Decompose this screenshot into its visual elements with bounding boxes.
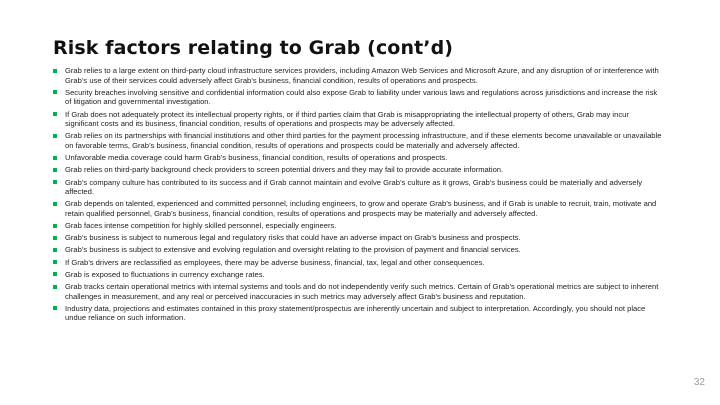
bullet-text: Unfavorable media coverage could harm Grab’s business, financial condition, results of operations and prospects. <box>65 153 448 163</box>
bullet-icon <box>53 202 57 206</box>
list-item <box>53 282 663 301</box>
bullet-text: Grab’s company culture has contributed to its success and if Grab cannot maintain and evolve Grab’s culture as it grows, Grab’s business could be materially and adversely affected. <box>65 177 642 197</box>
list-item <box>53 178 663 197</box>
bullet-icon <box>53 90 57 94</box>
list-item <box>53 153 663 163</box>
list-item <box>53 304 663 323</box>
list-item <box>53 66 663 85</box>
bullet-text: If Grab’s drivers are reclassified as employees, there may be adverse business, financial, tax, legal and other consequences. <box>65 257 485 267</box>
bullet-text: Grab depends on talented, experienced and committed personnel, including engineers, to grow and operate Grab’s business, and if Grab is unable to recruit, train, motivate and retain qualified personnel, Grab’s business, financial condition, results of operations and prospects may be materially and adversely affected. <box>65 199 657 218</box>
bullet-text: Grab relies on its partnerships with financial institutions and other third parties for the payment processing infrastructure, and if these elements become unavailable or unavailable on favorable terms, Grab’s business, financial condition, results of operations and prospects could be materially and adversely affected. <box>65 131 662 150</box>
bullet-text: Grab’s business is subject to extensive and evolving regulation and oversight relating to the provision of payment and financial services. <box>65 245 521 255</box>
bullet-icon <box>53 224 57 228</box>
bullet-text: Grab faces intense competition for highly skilled personnel, especially engineers. <box>65 221 337 231</box>
bullet-icon <box>53 180 57 184</box>
bullet-text: Grab tracks certain operational metrics with internal systems and tools and do not independently verify such metrics. Certain of Grab’s operational metrics are subject to inherent challenges in measurement, and any real or perceived inaccuracies in such metrics may adversely affect Grab’s business and reputation. <box>65 282 659 301</box>
bullet-text: Grab is exposed to fluctuations in currency exchange rates. <box>65 269 265 279</box>
bullet-icon <box>53 112 57 116</box>
list-item <box>53 165 663 175</box>
list-item <box>53 131 663 150</box>
list-item <box>53 88 663 107</box>
bullet-icon <box>53 285 57 289</box>
list-item <box>53 270 663 280</box>
bullet-icon <box>53 236 57 240</box>
bullet-icon <box>53 134 57 138</box>
bullet-text: Grab’s business is subject to numerous legal and regulatory risks that could have an adverse impact on Grab’s business and prospects. <box>65 233 521 243</box>
slide-title: Risk factors relating to Grab (cont’d) <box>53 37 454 59</box>
bullet-text: Industry data, projections and estimates contained in this proxy statement/prospectus are inherently uncertain and subject to interpretation. Accordingly, you should not place undue reliance on such information. <box>65 303 646 323</box>
bullet-icon <box>53 156 57 160</box>
bullet-icon <box>53 272 57 276</box>
bullet-text: Grab relies to a large extent on third-party cloud infrastructure services providers, including Amazon Web Services and Microsoft Azure, and any disruption of or interference with Grab’s use of their services could adversely affect Grab’s business, financial condition, results of operations and prospects. <box>65 66 659 85</box>
list-item <box>53 233 663 243</box>
bullet-text: Security breaches involving sensitive and confidential information could also expose Grab to liability under various laws and regulations across jurisdictions and increase the risk of litigation and governmental investigation. <box>65 87 658 107</box>
list-item <box>53 245 663 255</box>
bullet-icon <box>53 168 57 172</box>
bullet-icon <box>53 248 57 252</box>
list-item <box>53 110 663 129</box>
page-number: 32 <box>693 377 705 388</box>
bullet-text: If Grab does not adequately protect its intellectual property rights, or if third parties claim that Grab is misappropriating the intellectual property of others, Grab may incur significant costs and its business, financial condition, results of operations and prospects may be adversely affected. <box>65 109 629 129</box>
list-item <box>53 258 663 268</box>
risk-factor-list <box>53 66 663 326</box>
bullet-icon <box>53 69 57 73</box>
bullet-icon <box>53 306 57 310</box>
bullet-text: Grab relies on third-party background check providers to screen potential drivers and they may fail to provide accurate information. <box>65 165 504 175</box>
list-item <box>53 199 663 218</box>
bullet-icon <box>53 260 57 264</box>
list-item <box>53 221 663 231</box>
